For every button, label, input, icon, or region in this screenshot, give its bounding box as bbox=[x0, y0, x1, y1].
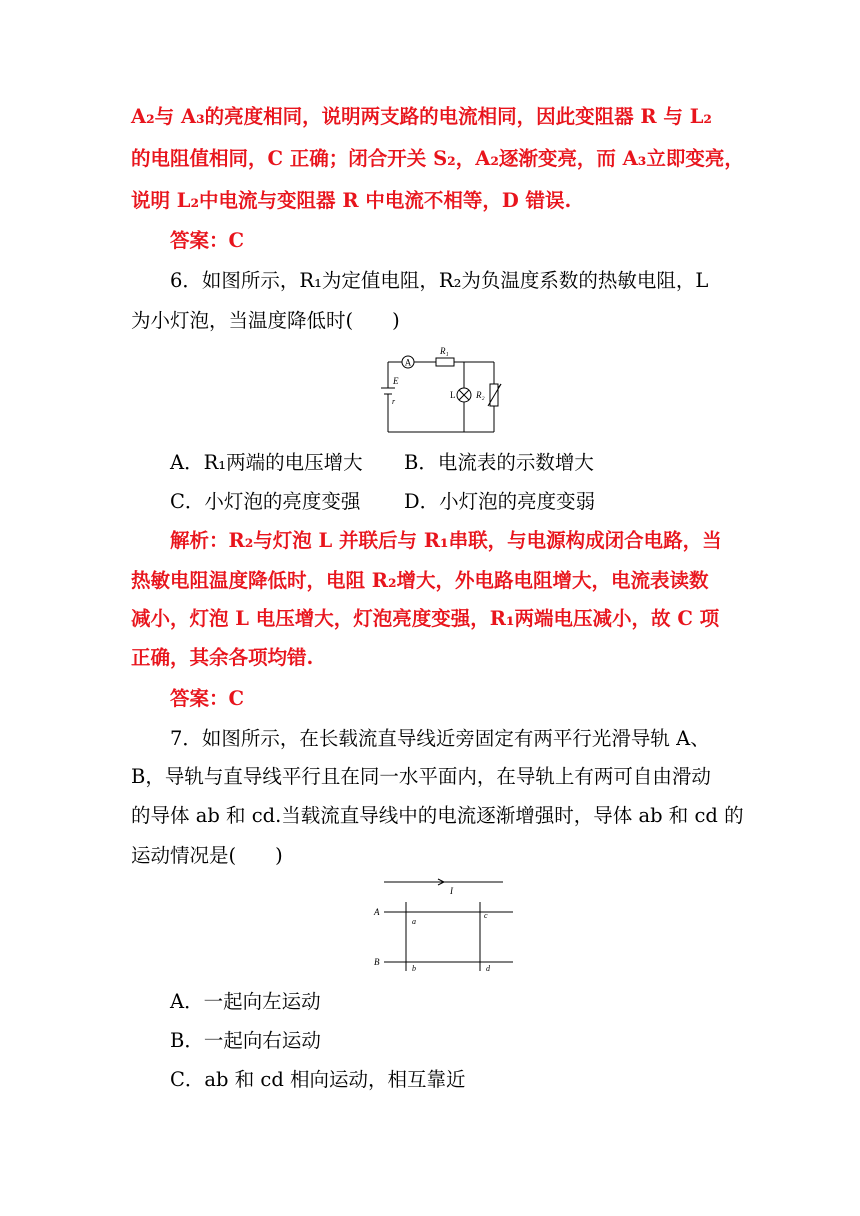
q6-analysis-line-4: 正确，其余各项均错. bbox=[131, 646, 314, 669]
q6-stem-line-2: 为小灯泡，当温度降低时( ) bbox=[131, 309, 400, 332]
point-b-label: b bbox=[412, 964, 416, 973]
q7-stem-line-2: B，导轨与直导线平行且在同一水平面内，在导轨上有两可自由滑动 bbox=[131, 765, 711, 788]
r2-label: R₂ bbox=[476, 390, 485, 400]
q7-option-c: C．ab 和 cd 相向运动，相互靠近 bbox=[170, 1068, 466, 1091]
current-label: I bbox=[450, 886, 453, 896]
analysis-line-3: 说明 L₂中电流与变阻器 R 中电流不相等，D 错误. bbox=[131, 189, 572, 212]
r1-label: R₁ bbox=[440, 346, 449, 356]
q6-circuit-diagram bbox=[380, 342, 510, 437]
rail-b-label: B bbox=[374, 957, 380, 967]
q6-analysis-line-3: 减小，灯泡 L 电压增大，灯泡亮度变强，R₁两端电压减小，故 C 项 bbox=[131, 607, 720, 630]
point-a-label: a bbox=[412, 917, 416, 926]
point-c-label: c bbox=[484, 911, 488, 920]
q7-rails-diagram bbox=[370, 873, 520, 978]
internal-resistance-label: r bbox=[392, 397, 396, 406]
q7-stem-line-4: 运动情况是( ) bbox=[131, 844, 283, 867]
answer-q6: 答案：C bbox=[170, 687, 245, 710]
q6-analysis-line-1: 解析：R₂与灯泡 L 并联后与 R₁串联，与电源构成闭合电路，当 bbox=[170, 529, 722, 552]
answer-q5: 答案：C bbox=[170, 229, 245, 252]
q6-option-a: A．R₁两端的电压增大 bbox=[170, 451, 363, 474]
analysis-line-1: A₂与 A₃的亮度相同，说明两支路的电流相同，因此变阻器 R 与 L₂ bbox=[131, 105, 712, 128]
lamp-label: L bbox=[450, 390, 456, 400]
q6-option-c: C．小灯泡的亮度变强 bbox=[170, 490, 361, 513]
emf-label: E bbox=[393, 376, 399, 386]
q7-option-b: B．一起向右运动 bbox=[170, 1029, 321, 1052]
point-d-label: d bbox=[486, 964, 490, 973]
q7-option-a: A．一起向左运动 bbox=[170, 990, 321, 1013]
q6-option-b: B．电流表的示数增大 bbox=[404, 451, 594, 474]
q6-option-d: D．小灯泡的亮度变弱 bbox=[404, 490, 596, 513]
q6-analysis-line-2: 热敏电阻温度降低时，电阻 R₂增大，外电路电阻增大，电流表读数 bbox=[131, 569, 709, 592]
ammeter-label: A bbox=[404, 357, 412, 368]
q7-stem-line-1: 7．如图所示，在长载流直导线近旁固定有两平行光滑导轨 A、 bbox=[170, 727, 710, 750]
q6-stem-line-1: 6．如图所示，R₁为定值电阻，R₂为负温度系数的热敏电阻，L bbox=[170, 269, 709, 292]
rail-a-label: A bbox=[374, 907, 380, 917]
analysis-line-2: 的电阻值相同，C 正确；闭合开关 S₂，A₂逐渐变亮，而 A₃立即变亮， bbox=[131, 147, 744, 170]
q7-stem-line-3: 的导体 ab 和 cd.当载流直导线中的电流逐渐增强时，导体 ab 和 cd 的 bbox=[131, 804, 744, 827]
